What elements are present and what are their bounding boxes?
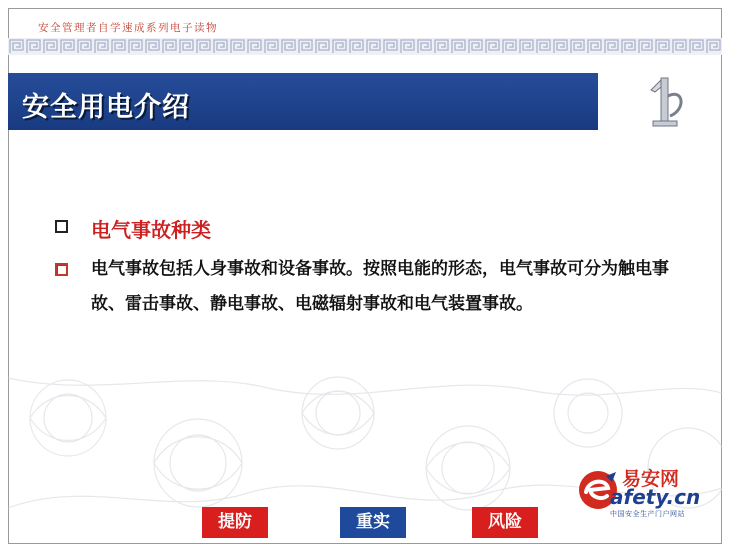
site-logo (576, 462, 716, 522)
logo-tagline: 中国安全生产门户网站 (610, 510, 685, 518)
tag-fengxian: 风险 (472, 507, 538, 538)
ornament-icon (640, 70, 692, 130)
heading-text: 电气事故种类 (91, 218, 211, 242)
fret-border-band (8, 38, 722, 55)
logo-domain: afety.cn (610, 485, 701, 509)
tag-tifang: 提防 (202, 507, 268, 538)
series-title: 安全管理者自学速成系列电子读物 (38, 22, 218, 34)
slide-title: 安全用电介绍 (22, 92, 190, 123)
bullet-square-icon (55, 220, 68, 233)
bullet-square-icon (55, 263, 68, 276)
logo-name: 易安网 (622, 468, 680, 490)
tag-zhongshi: 重实 (340, 507, 406, 538)
title-bar (8, 73, 598, 130)
body-text: 电气事故包括人身事故和设备事故。按照电能的形态，电气事故可分为触电事故、雷击事故、静电事故、电磁辐射事故和电气装置事故。 (91, 259, 669, 314)
